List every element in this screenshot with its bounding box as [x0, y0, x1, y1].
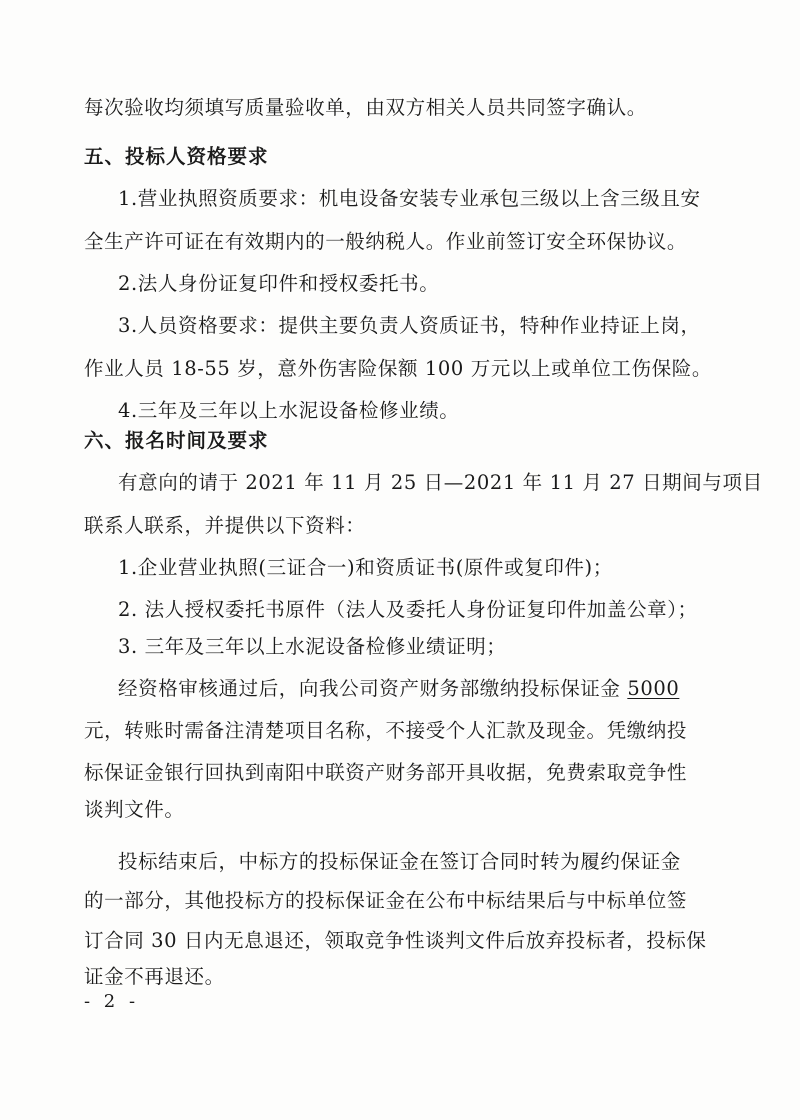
paragraph-line: 谈判文件。: [84, 798, 185, 821]
paragraph-line: 有意向的请于 2021 年 11 月 25 日—2021 年 11 月 27 日期间与项目: [118, 471, 763, 494]
list-item-line: 1.营业执照资质要求：机电设备安装专业承包三级以上含三级且安: [118, 187, 701, 210]
paragraph-line: 标保证金银行回执到南阳中联资产财务部开具收据，免费索取竞争性: [84, 761, 688, 784]
page-number: - 2 -: [84, 991, 140, 1012]
paragraph-line: [118, 675, 679, 703]
paragraph-line: 的一部分，其他投标方的投标保证金在公布中标结果后与中标单位签: [84, 889, 688, 912]
paragraph-line: 联系人联系，并提供以下资料：: [84, 514, 366, 537]
section-heading-registration: 六、报名时间及要求: [84, 429, 269, 452]
list-item-line: 作业人员 18-55 岁，意外伤害险保额 100 万元以上或单位工伤保险。: [84, 357, 712, 380]
list-item-line: 4.三年及三年以上水泥设备检修业绩。: [118, 399, 460, 422]
list-item-line: 2. 法人授权委托书原件（法人及委托人身份证复印件加盖公章）；: [118, 598, 698, 621]
paragraph-line: 每次验收均须填写质量验收单，由双方相关人员共同签字确认。: [84, 96, 647, 119]
list-item-line: 全生产许可证在有效期内的一般纳税人。作业前签订安全环保协议。: [84, 230, 688, 253]
paragraph-text: 经资格审核通过后，向我公司资产财务部缴纳投标保证金: [118, 677, 621, 700]
list-item-line: 3. 三年及三年以上水泥设备检修业绩证明；: [118, 635, 507, 658]
list-item-line: 2.法人身份证复印件和授权委托书。: [118, 272, 440, 295]
paragraph-line: 证金不再退还。: [84, 965, 225, 988]
paragraph-line: 订合同 30 日内无息退还，领取竞争性谈判文件后放弃投标者，投标保: [84, 929, 707, 952]
list-item-line: 3.人员资格要求：提供主要负责人资质证书，特种作业持证上岗，: [118, 314, 701, 337]
deposit-amount: 5000: [627, 677, 680, 700]
paragraph-line: 元，转账时需备注清楚项目名称，不接受个人汇款及现金。凭缴纳投: [84, 719, 688, 742]
paragraph-line: 投标结束后，中标方的投标保证金在签订合同时转为履约保证金: [118, 850, 681, 873]
section-heading-qualifications: 五、投标人资格要求: [84, 145, 269, 168]
list-item-line: 1.企业营业执照(三证合一)和资质证书(原件或复印件)；: [118, 556, 613, 579]
